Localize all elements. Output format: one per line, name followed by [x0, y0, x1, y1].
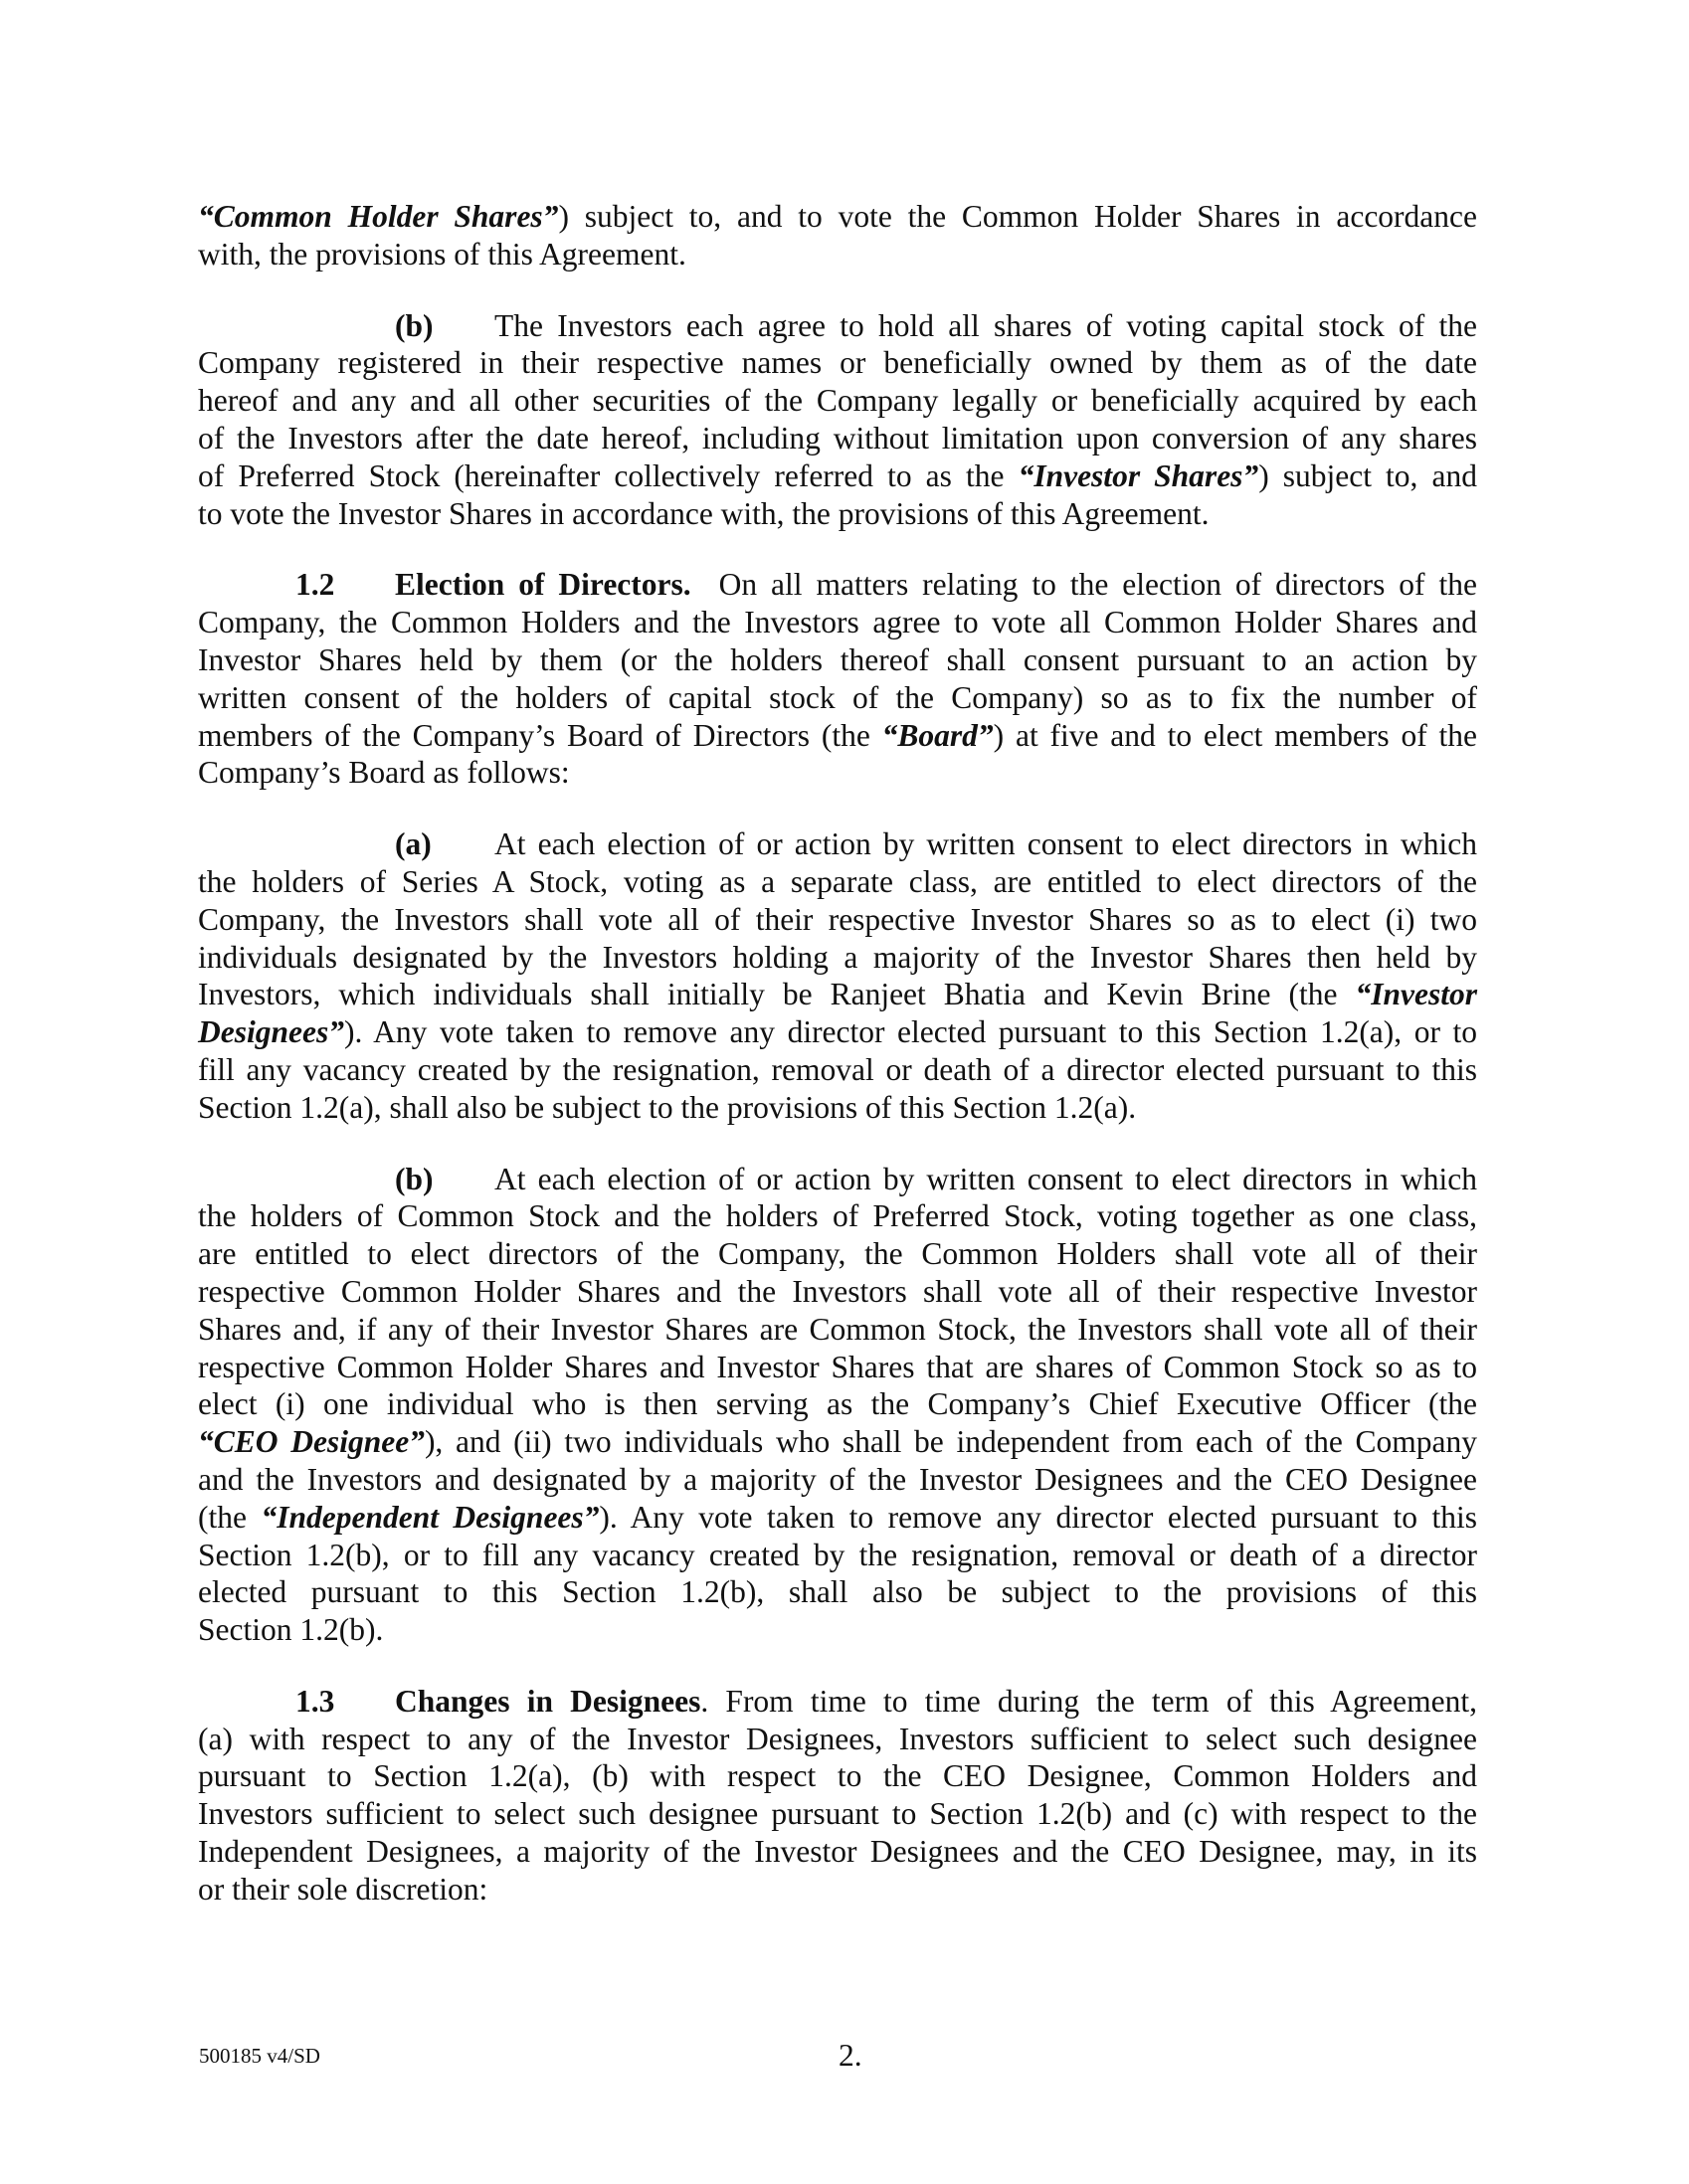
paragraph-common-holder-shares — [198, 198, 1477, 273]
text-line: with, the provisions of this Agreement. — [198, 236, 686, 272]
paragraph-section-1-1-b — [198, 307, 1477, 533]
page-number: 2. — [839, 2038, 862, 2073]
section-number: 1.3 — [295, 1683, 335, 1719]
text-line: hereof and any and all other securities of the Company legally or beneficially acquired by each — [198, 383, 1477, 419]
text-line: 1.3 Changes in Designees. From time to time during the term of this Agreement, — [295, 1683, 1477, 1719]
text-line: respective Common Holder Shares and Investor Shares that are shares of Common Stock so as to — [198, 1349, 1477, 1384]
text-line: Section 1.2(b), or to fill any vacancy created by the resignation, removal or death of a director — [198, 1537, 1477, 1572]
text-line: written consent of the holders of capital stock of the Company) so as to fix the number of — [198, 679, 1477, 715]
text-line: elect (i) one individual who is then serving as the Company’s Chief Executive Officer (the — [198, 1386, 1477, 1422]
text-line: Section 1.2(a), shall also be subject to the provisions of this Section 1.2(a). — [198, 1089, 1137, 1125]
text-line: of the Investors after the date hereof, including without limitation upon conversion of any shares — [198, 420, 1477, 455]
paragraph-section-1-2 — [198, 566, 1477, 792]
paragraph-section-1-3 — [198, 1683, 1477, 1909]
text-line: and the Investors and designated by a majority of the Investor Designees and the CEO Designee — [198, 1461, 1477, 1497]
subsection-label: (a) — [395, 826, 432, 862]
text-line: Company, the Investors shall vote all of their respective Investor Shares so as to elect (i) two — [198, 901, 1477, 937]
text-line: Investor Shares held by them (or the holders thereof shall consent pursuant to an action by — [198, 641, 1477, 677]
footer-document-id: 500185 v4/SD — [199, 2044, 320, 2068]
text-line: respective Common Holder Shares and the Investors shall vote all of their respective Investor — [198, 1273, 1477, 1309]
text-line: “Common Holder Shares”) subject to, and to vote the Common Holder Shares in accordance — [198, 199, 1477, 234]
text-line: (a) with respect to any of the Investor Designees, Investors sufficient to select such designee — [198, 1721, 1477, 1756]
text-line: Section 1.2(b). — [198, 1612, 384, 1648]
defined-term: “Investor — [1355, 977, 1477, 1012]
defined-term: “Board” — [881, 717, 994, 753]
subsection-label: (b) — [395, 1161, 434, 1196]
text-line: (b) At each election of or action by written consent to elect directors in which — [395, 1161, 1477, 1196]
document-body — [198, 198, 1477, 1909]
text-line: Shares and, if any of their Investor Shares are Common Stock, the Investors shall vote all of their — [198, 1311, 1477, 1347]
defined-term: “CEO Designee” — [198, 1424, 425, 1460]
text-line: pursuant to Section 1.2(a), (b) with respect to the CEO Designee, Common Holders and — [198, 1758, 1477, 1794]
text-line: fill any vacancy created by the resignation, removal or death of a director elected pursuant to this — [198, 1051, 1477, 1087]
text-line: elected pursuant to this Section 1.2(b), shall also be subject to the provisions of this — [198, 1574, 1477, 1610]
text-line: Company registered in their respective names or beneficially owned by them as of the date — [198, 345, 1477, 381]
text-line: the holders of Series A Stock, voting as a separate class, are entitled to elect directors of the — [198, 863, 1477, 899]
defined-term: “Investor Shares” — [1018, 457, 1259, 493]
text-line: Investors sufficient to select such designee pursuant to Section 1.2(b) and (c) with respect to the — [198, 1796, 1477, 1832]
subsection-label: (b) — [395, 307, 434, 343]
text-line: (the “Independent Designees”). Any vote taken to remove any director elected pursuant to this — [198, 1499, 1477, 1535]
text-line: to vote the Investor Shares in accordance with, the provisions of this Agreement. — [198, 495, 1210, 531]
text-line: (a) At each election of or action by written consent to elect directors in which — [395, 826, 1477, 862]
section-heading: Changes in Designees — [395, 1683, 701, 1719]
section-heading: Election of Directors. — [395, 567, 691, 603]
text-line: Independent Designees, a majority of the Investor Designees and the CEO Designee, may, in its — [198, 1834, 1477, 1870]
text-line: 1.2 Election of Directors. On all matters relating to the election of directors of the — [295, 567, 1477, 603]
text-line: of Preferred Stock (hereinafter collectively referred to as the “Investor Shares”) subject to, and — [198, 457, 1477, 493]
defined-term: “Common Holder Shares” — [198, 199, 559, 234]
text-line: individuals designated by the Investors holding a majority of the Investor Shares then held by — [198, 939, 1477, 975]
paragraph-section-1-2-a — [198, 825, 1477, 1126]
defined-term: Designees” — [198, 1014, 344, 1050]
section-number: 1.2 — [295, 567, 335, 603]
text-line: the holders of Common Stock and the holders of Preferred Stock, voting together as one class, — [198, 1198, 1477, 1234]
text-line: Company’s Board as follows: — [198, 755, 570, 791]
text-line: Investors, which individuals shall initially be Ranjeet Bhatia and Kevin Brine (the “Investor — [198, 977, 1477, 1012]
text-line: (b) The Investors each agree to hold all shares of voting capital stock of the — [395, 307, 1477, 343]
text-line: members of the Company’s Board of Directors (the “Board”) at five and to elect members of the — [198, 717, 1477, 753]
paragraph-section-1-2-b — [198, 1161, 1477, 1649]
text-line: “CEO Designee”), and (ii) two individuals who shall be independent from each of the Company — [198, 1424, 1477, 1460]
text-line: Designees”). Any vote taken to remove any director elected pursuant to this Section 1.2(a), or to — [198, 1014, 1477, 1050]
defined-term: “Independent Designees” — [261, 1499, 600, 1535]
text-line: are entitled to elect directors of the Company, the Common Holders shall vote all of their — [198, 1236, 1477, 1272]
text-line: Company, the Common Holders and the Investors agree to vote all Common Holder Shares and — [198, 605, 1477, 640]
text-line: or their sole discretion: — [198, 1871, 488, 1907]
